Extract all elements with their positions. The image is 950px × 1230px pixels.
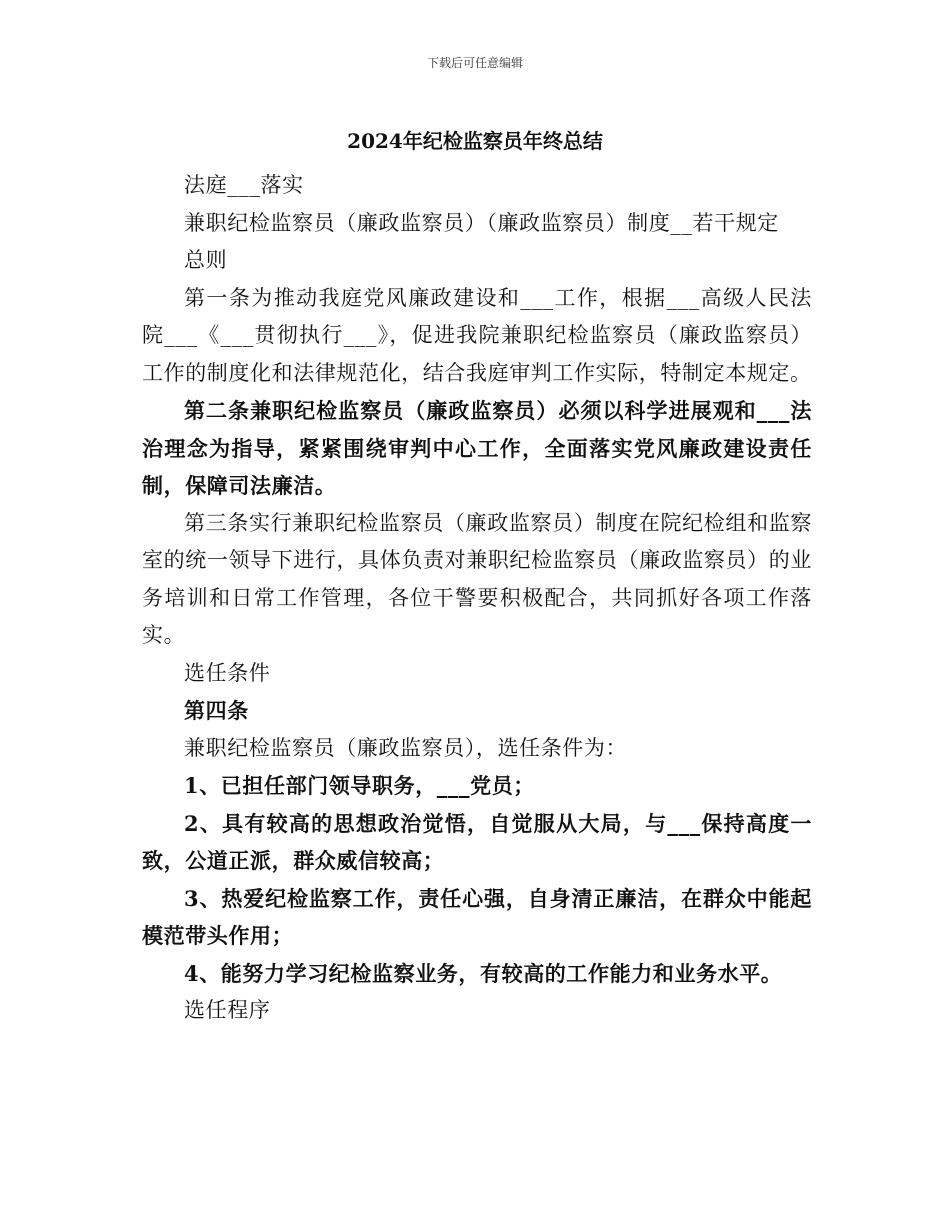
paragraph: 选任条件 [184,660,271,685]
paragraph: 2、具有较高的思想政治觉悟，自觉服从大局，与___保持高度一致，公道正派，群众威信较高； [142,810,812,873]
paragraph: 1、已担任部门领导职务，___党员； [184,773,535,798]
paragraph: 总则 [184,248,228,272]
document-title: 2024年纪检监察员年终总结 [347,129,603,153]
paragraph: 第一条为推动我庭党风廉政建设和___工作，根据___高级人民法院___《___贯彻执行___》，促进我院兼职纪检监察员（廉政监察员）工作的制度化和法律规范化，结合我庭审判工作实际，特制定本规定。 [142,285,812,385]
paragraph: 兼职纪检监察员（廉政监察员）（廉政监察员）制度__若干规定 [184,210,779,235]
paragraph: 兼职纪检监察员（廉政监察员），选任条件为： [184,735,628,760]
paragraph: 3、热爱纪检监察工作，责任心强，自身清正廉洁，在群众中能起模范带头作用； [142,885,812,948]
paragraph: 第四条 [184,698,249,723]
paragraph: 第二条兼职纪检监察员（廉政监察员）必须以科学进展观和___法治理念为指导，紧紧围绕审判中心工作，全面落实党风廉政建设责任制，保障司法廉洁。 [142,398,812,498]
document-body [142,167,812,1030]
paragraph: 选任程序 [184,998,271,1022]
page-header: 下载后可任意编辑 [426,56,523,70]
paragraph: 4、能努力学习纪检监察业务，有较高的工作能力和业务水平。 [184,960,783,986]
paragraph: 法庭___落实 [184,173,304,197]
paragraph: 第三条实行兼职纪检监察员（廉政监察员）制度在院纪检组和监察室的统一领导下进行，具体负责对兼职纪检监察员（廉政监察员）的业务培训和日常工作管理，各位干警要积极配合，共同抓好各项工作落实。 [142,510,812,647]
